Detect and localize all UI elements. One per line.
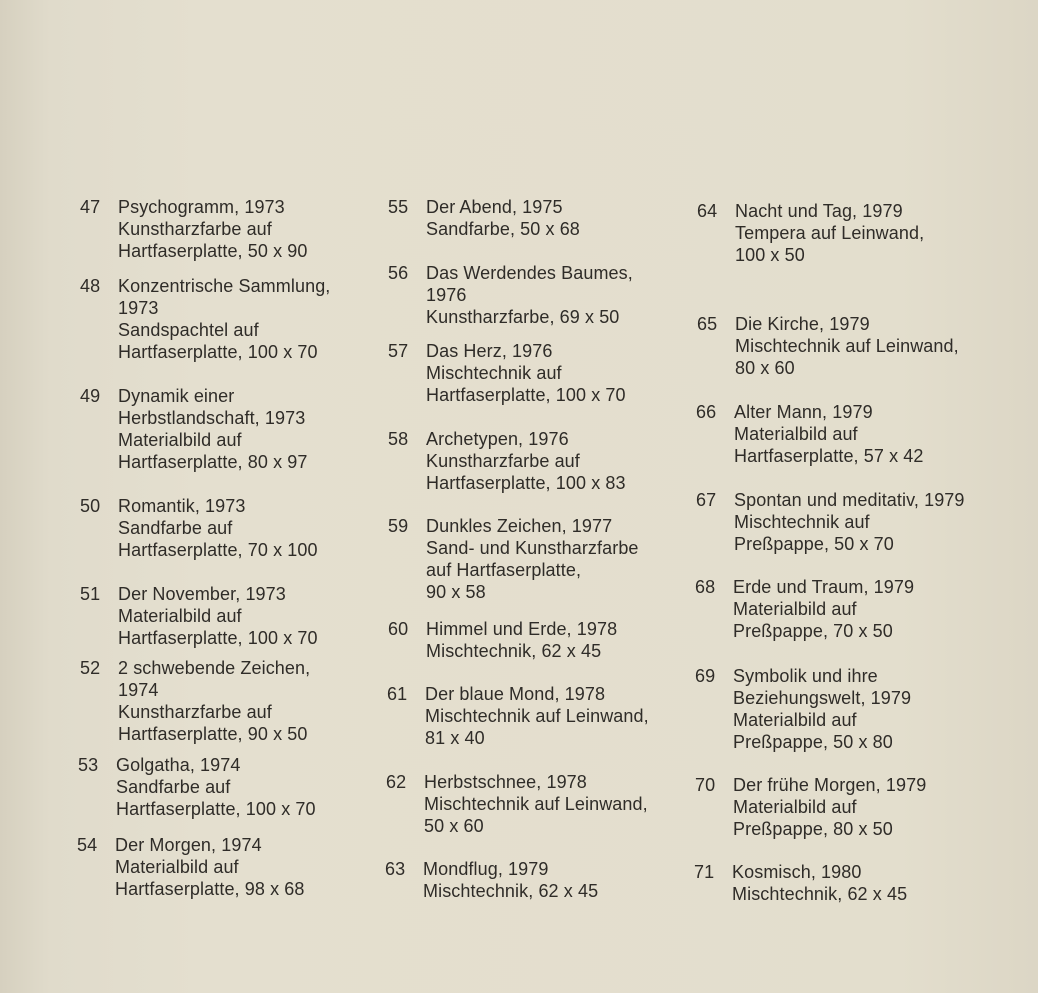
- entry-number: 53: [78, 755, 99, 775]
- entry-number: 61: [387, 684, 408, 704]
- entry-detail: Preßpappe, 50 x 70: [734, 534, 894, 554]
- entry-title: Alter Mann, 1979: [734, 402, 873, 422]
- entry-number: 62: [386, 772, 407, 792]
- entry-detail: Hartfaserplatte, 98 x 68: [115, 879, 305, 899]
- entry-detail: Mischtechnik, 62 x 45: [423, 881, 599, 901]
- entry-detail: Hartfaserplatte, 50 x 90: [118, 241, 308, 261]
- entry-detail: 100 x 50: [735, 245, 805, 265]
- entry-detail: Sandfarbe, 50 x 68: [426, 219, 580, 239]
- entry-number: 48: [80, 276, 101, 296]
- entry-detail: Hartfaserplatte, 80 x 97: [118, 452, 308, 472]
- entry-detail: Hartfaserplatte, 90 x 50: [118, 724, 308, 744]
- entry-number: 50: [80, 496, 101, 516]
- entry-detail: Materialbild auf: [734, 424, 858, 444]
- entry-detail: Kunstharzfarbe, 69 x 50: [426, 307, 620, 327]
- entry-detail: Beziehungswelt, 1979: [733, 688, 912, 708]
- entry-detail: Hartfaserplatte, 100 x 83: [426, 473, 626, 493]
- entry-number: 51: [80, 584, 101, 604]
- entry-title: Nacht und Tag, 1979: [735, 201, 903, 221]
- entry-detail: Materialbild auf: [118, 606, 242, 626]
- entry-detail: Hartfaserplatte, 100 x 70: [118, 342, 318, 362]
- entry-title: Erde und Traum, 1979: [733, 577, 915, 597]
- entry-detail: 50 x 60: [424, 816, 484, 836]
- entry-title: Himmel und Erde, 1978: [426, 619, 618, 639]
- entry-title: Golgatha, 1974: [116, 755, 241, 775]
- entry-title: Der Morgen, 1974: [115, 835, 262, 855]
- entry-number: 60: [388, 619, 409, 639]
- entry-detail: Preßpappe, 50 x 80: [733, 732, 893, 752]
- entry-title: Der frühe Morgen, 1979: [733, 775, 927, 795]
- entry-detail: Herbstlandschaft, 1973: [118, 408, 306, 428]
- entry-detail: Hartfaserplatte, 57 x 42: [734, 446, 924, 466]
- entry-number: 71: [694, 862, 715, 882]
- entry-detail: Mischtechnik auf: [734, 512, 870, 532]
- entry-detail: Tempera auf Leinwand,: [735, 223, 925, 243]
- entry-detail: Sandspachtel auf: [118, 320, 259, 340]
- entry-title: Dynamik einer: [118, 386, 235, 406]
- entry-title: Herbstschnee, 1978: [424, 772, 587, 792]
- entry-detail: Sand- und Kunstharzfarbe: [426, 538, 639, 558]
- entry-detail: Kunstharzfarbe auf: [426, 451, 580, 471]
- entry-number: 54: [77, 835, 98, 855]
- entry-detail: Sandfarbe auf: [118, 518, 233, 538]
- entry-detail: Mischtechnik auf Leinwand,: [735, 336, 959, 356]
- entry-detail: 80 x 60: [735, 358, 795, 378]
- entry-detail: Mischtechnik auf Leinwand,: [425, 706, 649, 726]
- entry-detail: Mischtechnik, 62 x 45: [732, 884, 908, 904]
- entry-detail: Hartfaserplatte, 100 x 70: [118, 628, 318, 648]
- entry-detail: Mischtechnik auf Leinwand,: [424, 794, 648, 814]
- entry-title: Der blaue Mond, 1978: [425, 684, 606, 704]
- entry-number: 65: [697, 314, 718, 334]
- entry-number: 59: [388, 516, 409, 536]
- entry-title: Romantik, 1973: [118, 496, 246, 516]
- entry-title: Die Kirche, 1979: [735, 314, 870, 334]
- entry-detail: Hartfaserplatte, 100 x 70: [116, 799, 316, 819]
- entry-number: 56: [388, 263, 409, 283]
- entry-title: 2 schwebende Zeichen,: [118, 658, 311, 678]
- entry-number: 67: [696, 490, 717, 510]
- entry-detail: Materialbild auf: [733, 797, 857, 817]
- entry-number: 69: [695, 666, 716, 686]
- entry-number: 52: [80, 658, 101, 678]
- entry-detail: Materialbild auf: [733, 710, 857, 730]
- entry-number: 49: [80, 386, 101, 406]
- entry-detail: auf Hartfaserplatte,: [426, 560, 582, 580]
- entry-title: Das Herz, 1976: [426, 341, 553, 361]
- entry-number: 63: [385, 859, 406, 879]
- entry-number: 55: [388, 197, 409, 217]
- entry-detail: 1974: [118, 680, 159, 700]
- entry-number: 57: [388, 341, 409, 361]
- entry-number: 47: [80, 197, 101, 217]
- entry-detail: Hartfaserplatte, 100 x 70: [426, 385, 626, 405]
- entry-title: Mondflug, 1979: [423, 859, 549, 879]
- entry-number: 58: [388, 429, 409, 449]
- entry-detail: Hartfaserplatte, 70 x 100: [118, 540, 318, 560]
- entry-detail: Mischtechnik auf: [426, 363, 562, 383]
- entry-number: 68: [695, 577, 716, 597]
- entry-detail: 90 x 58: [426, 582, 486, 602]
- entry-number: 70: [695, 775, 716, 795]
- entry-detail: Materialbild auf: [733, 599, 857, 619]
- entry-detail: 1976: [426, 285, 467, 305]
- entry-number: 66: [696, 402, 717, 422]
- entry-title: Symbolik und ihre: [733, 666, 878, 686]
- entry-detail: 81 x 40: [425, 728, 485, 748]
- entry-detail: 1973: [118, 298, 159, 318]
- entry-number: 64: [697, 201, 718, 221]
- entry-detail: Preßpappe, 70 x 50: [733, 621, 893, 641]
- entry-detail: Materialbild auf: [118, 430, 242, 450]
- entry-title: Psychogramm, 1973: [118, 197, 285, 217]
- entry-detail: Kunstharzfarbe auf: [118, 219, 272, 239]
- entry-detail: Kunstharzfarbe auf: [118, 702, 272, 722]
- entry-title: Archetypen, 1976: [426, 429, 569, 449]
- entry-title: Der Abend, 1975: [426, 197, 563, 217]
- entry-title: Kosmisch, 1980: [732, 862, 862, 882]
- entry-detail: Preßpappe, 80 x 50: [733, 819, 893, 839]
- entry-title: Dunkles Zeichen, 1977: [426, 516, 613, 536]
- entry-title: Der November, 1973: [118, 584, 286, 604]
- entry-detail: Sandfarbe auf: [116, 777, 231, 797]
- entry-title: Konzentrische Sammlung,: [118, 276, 331, 296]
- entry-title: Das Werdendes Baumes,: [426, 263, 633, 283]
- entry-detail: Mischtechnik, 62 x 45: [426, 641, 602, 661]
- entry-title: Spontan und meditativ, 1979: [734, 490, 965, 510]
- entry-detail: Materialbild auf: [115, 857, 239, 877]
